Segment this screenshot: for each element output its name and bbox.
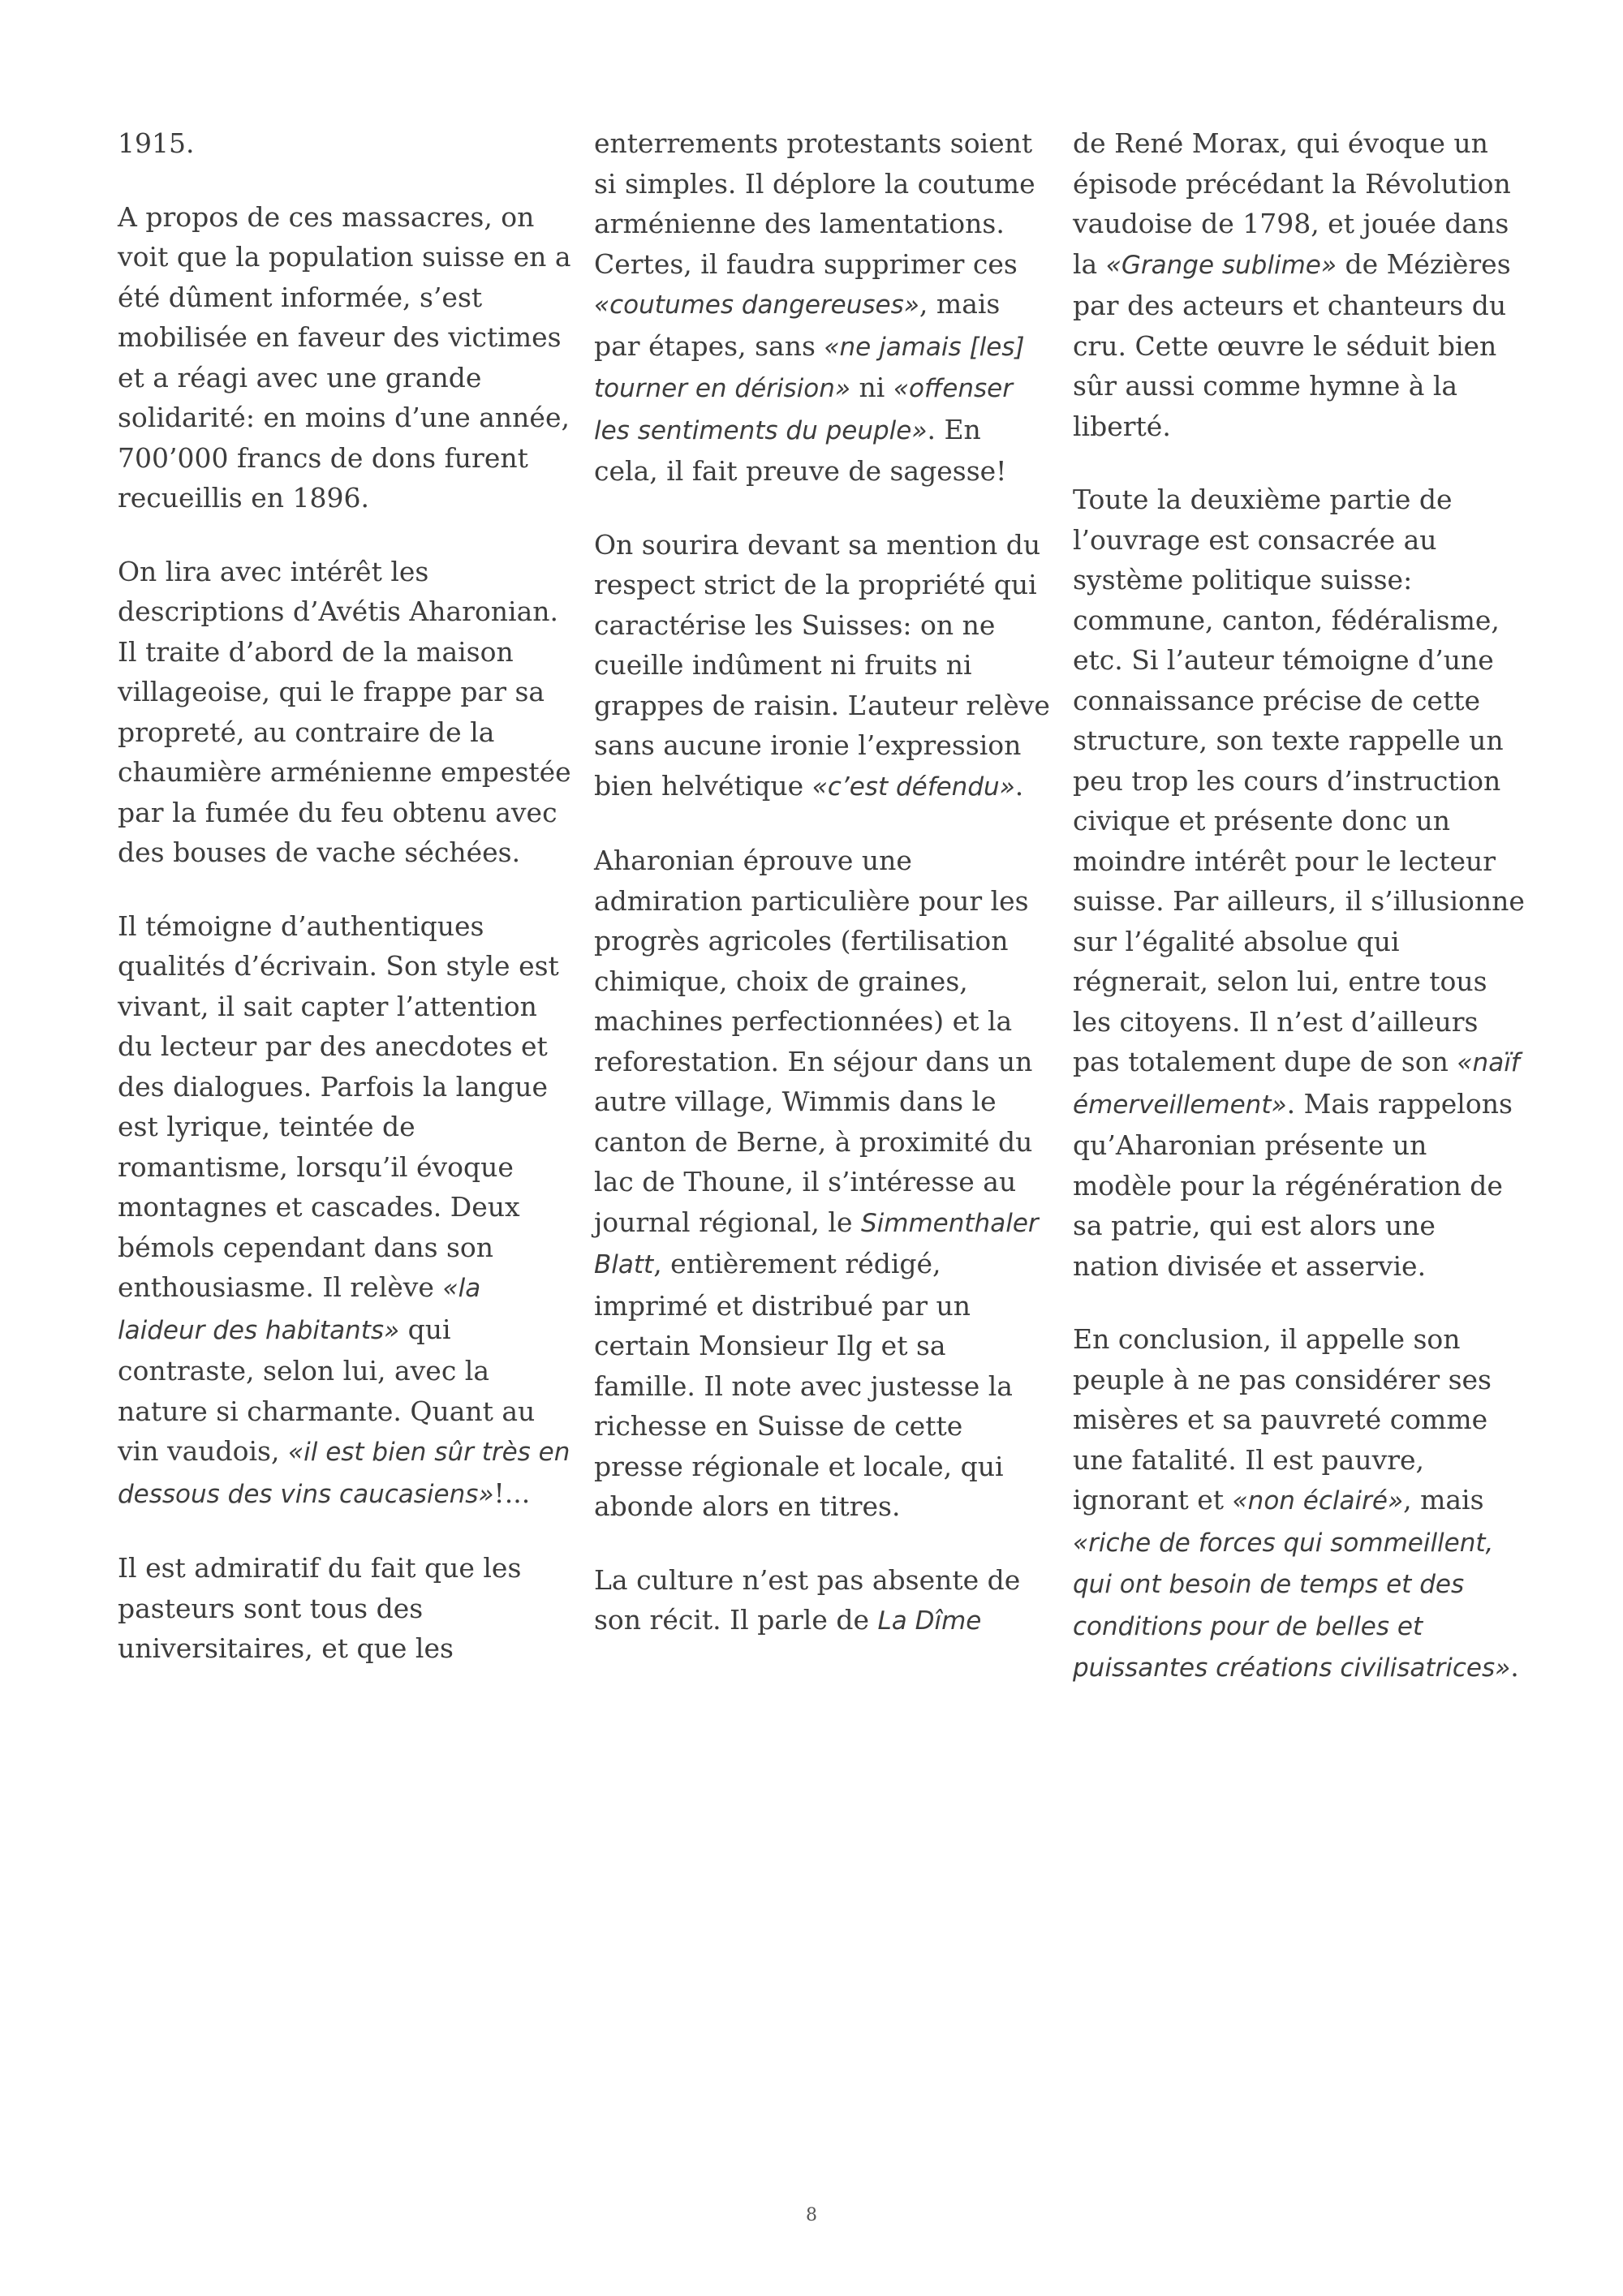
paragraph <box>594 841 1050 1527</box>
text: . <box>1510 1651 1519 1683</box>
text: On sourira devant sa mention du respect strict de la propriété qui caractérise les Suisses: on ne cueille indûment ni fruits ni grappes de raisin. L’auteur relève sans aucune ironie l’expression bien helvétique <box>594 528 1050 802</box>
quote: «ne jamais [les] tourner en dérision» <box>594 332 1025 403</box>
quote: «la laideur des habitants» <box>118 1274 481 1345</box>
text: ni <box>850 372 893 403</box>
text: , mais par étapes, sans <box>594 288 1001 362</box>
text: qui contraste, selon lui, avec la nature si charmante. Quant au vin vaudois, <box>118 1313 536 1467</box>
text: Il est admiratif du fait que les pasteurs sont tous des universitaires, et que les <box>118 1552 522 1664</box>
text: de René Morax, qui évoque un épisode précédant la Révolution vaudoise de 1798, et jouée dans la <box>1073 127 1511 280</box>
text: Aharonian éprouve une admiration particulière pour les progrès agricoles (fertilisation chimique, choix de graines, machines perfectionnées) et la reforestation. En séjour dans un autre village, Wimmis dans le canton de Berne, à proximité du lac de Thoune, il s’intéresse au journal régional, le <box>594 845 1033 1238</box>
quote: «coutumes dangereuses» <box>594 290 919 320</box>
paragraph <box>1073 1319 1527 1689</box>
text: A propos de ces massacres, on voit que la population suisse en a été dûment informée, s’est mobilisée en faveur des victimes et a réagi avec une grande solidarité: en moins d’une année, 700’000 francs de dons furent recueillis en 1896. <box>118 200 571 514</box>
text: Il témoigne d’authentiques qualités d’écrivain. Son style est vivant, il sait capter l’attention du lecteur par des anecdotes et des dialogues. Parfois la langue est lyrique, teintée de romantisme, lorsqu’il évoque montagnes et cascades. Deux bémols cependant dans son enthousiasme. Il relève <box>118 909 559 1303</box>
paragraph <box>118 906 572 1516</box>
text: . Mais rappelons qu’Aharonian présente un modèle pour la régénération de sa patrie, qui est alors une nation divisée et asservie. <box>1073 1087 1513 1282</box>
text-column-2 <box>594 123 1050 1675</box>
text-column-1 <box>118 123 572 1702</box>
paragraph <box>118 197 572 518</box>
quote: «il est bien sûr très en dessous des vins caucasiens» <box>118 1438 570 1509</box>
paragraph <box>1073 479 1527 1286</box>
quote: «naïf émerveillement» <box>1073 1048 1520 1120</box>
text: On lira avec intérêt les descriptions d’Avétis Aharonian. Il traite d’abord de la maison villageoise, qui le frappe par sa propreté, au contraire de la chaumière arménienne empestée par la fumée du feu obtenu avec des bouses de vache séchées. <box>118 555 571 868</box>
paragraph <box>118 123 572 164</box>
text: !... <box>493 1477 531 1509</box>
quote: «riche de forces qui sommeillent, qui ont besoin de temps et des conditions pour de belles et puissantes créations civilisatrices» <box>1073 1528 1511 1683</box>
paragraph <box>594 525 1050 808</box>
quote: «c’est défendu» <box>812 772 1015 802</box>
quote: «non éclairé» <box>1232 1486 1404 1516</box>
text: Toute la deuxième partie de l’ouvrage est consacrée au système politique suisse: commune, canton, fédéralisme, etc. Si l’auteur témoigne d’une connaissance précise de cette structure, son texte rappelle un peu trop les cours d’instruction civique et présente donc un moindre intérêt pour le lecteur suisse. Par ailleurs, il s’illusionne sur l’égalité absolue qui régnerait, selon lui, entre tous les citoyens. Il n’est d’ailleurs pas totalement dupe de son <box>1073 484 1525 1077</box>
paragraph <box>118 552 572 873</box>
publication-title: Simmenthaler Blatt <box>594 1208 1039 1279</box>
paragraph <box>594 1560 1050 1642</box>
paragraph <box>1073 123 1527 446</box>
quote: «offenser les sentiments du peuple» <box>594 374 1013 445</box>
quote: «Grange sublime» <box>1105 250 1337 280</box>
text-column-3 <box>1073 123 1527 1722</box>
text: , entièrement rédigé, imprimé et distribué par un certain Monsieur Ilg et sa famille. Il note avec justesse la richesse en Suisse de cette presse régionale et locale, qui abonde alors en titres. <box>594 1248 1013 1522</box>
text: 1915. <box>118 127 195 159</box>
text: En conclusion, il appelle son peuple à ne pas considérer ses misères et sa pauvreté comme une fatalité. Il est pauvre, ignorant et <box>1073 1323 1492 1516</box>
text: . En cela, il fait preuve de sagesse! <box>594 413 1007 487</box>
page-number: 8 <box>806 2205 817 2225</box>
work-title: La Dîme <box>877 1606 982 1636</box>
paragraph <box>118 1548 572 1669</box>
paragraph <box>594 123 1050 492</box>
text: La culture n’est pas absente de son récit. Il parle de <box>594 1563 1021 1636</box>
text: , mais <box>1403 1484 1484 1516</box>
text: . <box>1014 769 1024 802</box>
text: de Mézières par des acteurs et chanteurs du cru. Cette œuvre le séduit bien sûr aussi comme hymne à la liberté. <box>1073 247 1511 442</box>
text: enterrements protestants soient si simples. Il déplore la coutume arménienne des lamentations. Certes, il faudra supprimer ces <box>594 127 1035 280</box>
